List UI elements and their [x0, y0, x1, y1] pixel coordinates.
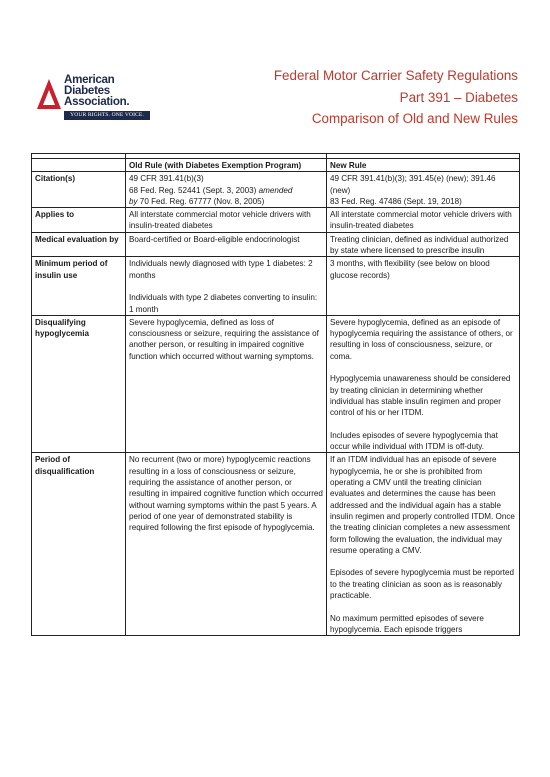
row-label: Medical evaluation by — [32, 232, 126, 257]
cell-paragraph: If an ITDM individual has an episode of severe hypoglycemia, he or she is prohibited from operating a CMV until the treating clinician evaluates and determines the cause has been addressed and the individual again has a stable insulin regimen and properly controlled ITDM. Once the treating clinician completes a new assessment form following the evaluation, the individual may resume operating a CMV. — [330, 455, 515, 555]
table-header-row — [32, 159, 520, 172]
header-new-rule: New Rule — [327, 159, 520, 172]
row-label: Minimum period of insulin use — [32, 257, 126, 315]
logo-tagline: YOUR RIGHTS. ONE VOICE. — [64, 111, 150, 120]
org-line-3: Association. — [64, 95, 130, 109]
cell-text: 49 CFR 391.41(b)(3); 391.45(e) (new); 391.46 — [330, 174, 496, 184]
row-label: Disqualifying hypoglycemia — [32, 315, 126, 453]
new-rule-cell: 3 months, with flexibility (see below on blood glucose records) — [327, 257, 520, 315]
new-rule-cell — [327, 172, 520, 208]
cell-text: by 70 Fed. Reg. 67777 (Nov. 8, 2005) — [129, 196, 265, 206]
old-rule-cell — [126, 257, 327, 315]
header-empty — [32, 159, 126, 172]
table-row-minimum-period — [32, 257, 520, 315]
row-label: Period of disqualification — [32, 453, 126, 636]
cell-paragraph: Individuals newly diagnosed with type 1 diabetes: 2 months — [129, 259, 313, 280]
ada-triangle-icon — [36, 78, 62, 112]
cell-paragraph: Individuals with type 2 diabetes converting to insulin: 1 month — [129, 293, 318, 314]
title-line-3: Comparison of Old and New Rules — [311, 111, 518, 126]
cell-paragraph: Episodes of severe hypoglycemia must be reported to the treating clinician as soon as is reasonably practicable. — [330, 568, 515, 600]
cell-paragraph: Severe hypoglycemia, defined as an episode of hypoglycemia requiring the assistance of others, or resulting in loss of consciousness, seizure, or coma. — [330, 317, 513, 361]
new-rule-cell: Treating clinician, defined as individual authorized by state where licensed to prescribe insulin — [327, 232, 520, 257]
new-rule-cell — [327, 453, 520, 636]
old-rule-cell: Board-certified or Board-eligible endocrinologist — [126, 232, 327, 257]
ada-logo — [36, 74, 148, 134]
cell-paragraph: Hypoglycemia unawareness should be considered by treating clinician in determining whether individual has stable insulin regimen and proper control of his or her ITDM. — [330, 374, 511, 418]
organization-name — [64, 74, 154, 108]
old-rule-cell: No recurrent (two or more) hypoglycemic reactions resulting in a loss of consciousness or seizure, requiring the assistance of another person, or resulting in impaired cognitive function which occurred without warning symptoms within the past 5 years. A period of one year of demonstrated stability is required following the first episode of hypoglycemia. — [126, 453, 327, 636]
cell-text: 68 Fed. Reg. 52441 (Sept. 3, 2003) amended — [129, 185, 293, 195]
cell-paragraph: Includes episodes of severe hypoglycemia that occur while individual with ITDM is off-duty. — [330, 430, 498, 452]
old-rule-cell: All interstate commercial motor vehicle drivers with insulin-treated diabetes — [126, 208, 327, 233]
title-line-2: Part 391 – Diabetes — [399, 89, 518, 105]
new-rule-cell: All interstate commercial motor vehicle drivers with insulin-treated diabetes — [327, 208, 520, 233]
document-title-block — [274, 65, 518, 130]
org-line-2: Diabetes — [64, 84, 110, 98]
table-row-period-of-disqualification — [32, 453, 520, 636]
comparison-table — [31, 153, 520, 636]
cell-text: (new) — [330, 185, 351, 195]
new-rule-cell — [327, 315, 520, 453]
org-line-1: American — [64, 73, 115, 86]
table-row-medical-evaluation — [32, 232, 520, 257]
title-line-1: Federal Motor Carrier Safety Regulations — [273, 68, 518, 83]
table-row-applies-to — [32, 208, 520, 233]
row-label: Applies to — [32, 208, 126, 233]
table-row-disqualifying-hypoglycemia — [32, 315, 520, 453]
cell-text: 49 CFR 391.41(b)(3) — [129, 174, 204, 184]
header-old-rule: Old Rule (with Diabetes Exemption Program) — [126, 159, 327, 172]
row-label: Citation(s) — [32, 172, 126, 208]
old-rule-cell: Severe hypoglycemia, defined as loss of consciousness or seizure, requiring the assistance of another person, or resulting in impaired cognitive function which occurred without warning symptoms. — [126, 315, 327, 453]
old-rule-cell — [126, 172, 327, 208]
cell-paragraph: No maximum permitted episodes of severe hypoglycemia. Each episode triggers — [330, 613, 484, 634]
cell-text: 83 Fed. Reg. 47486 (Sept. 19, 2018) — [330, 196, 462, 206]
table-row-citation — [32, 172, 520, 208]
